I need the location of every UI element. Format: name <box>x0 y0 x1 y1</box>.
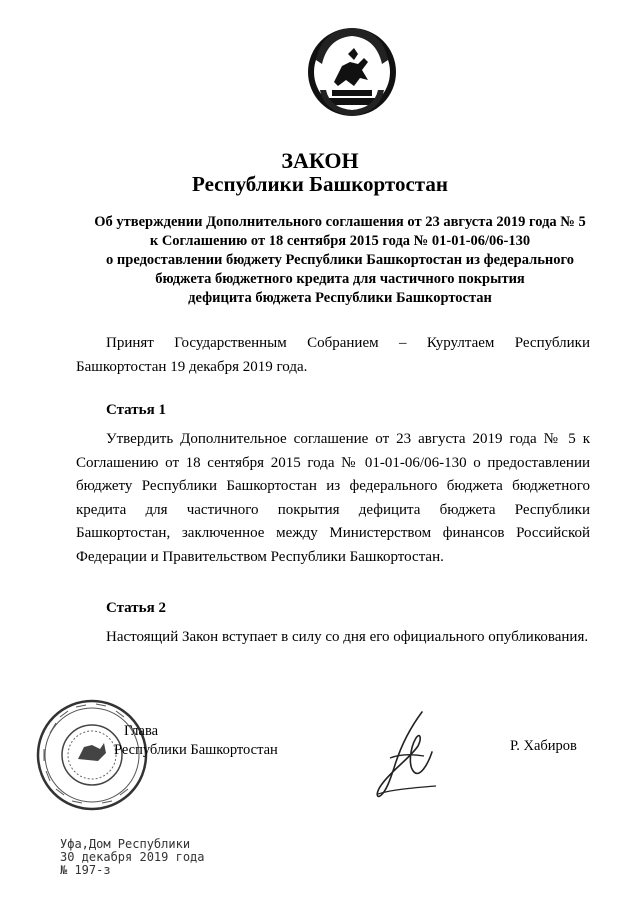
heading-line-1: Об утверждении Дополнительного соглашения от 23 августа 2019 года № 5 <box>94 214 586 230</box>
signatory-name: Р. Хабиров <box>510 738 577 754</box>
article-2-body <box>76 626 590 650</box>
article-2-text: Настоящий Закон вступает в силу со дня его официального опубликования. <box>106 629 589 645</box>
document-title: ЗАКОН <box>281 148 359 173</box>
signatory-title-line-2: Республики Башкортостан <box>114 742 278 758</box>
registration-number: № 197-з <box>60 863 111 877</box>
heading-line-2: к Соглашению от 18 сентября 2015 года № 01-01-06/06-130 <box>149 233 531 249</box>
document-subtitle: Республики Башкортостан <box>192 172 448 196</box>
adoption-paragraph <box>76 332 590 379</box>
article-2-title: Статья 2 <box>106 600 166 616</box>
signatory-title <box>114 722 278 760</box>
signatory-title-line-1: Глава <box>124 723 159 739</box>
article-1-title: Статья 1 <box>106 402 166 418</box>
heading-line-5: дефицита бюджета Республики Башкортостан <box>188 290 492 306</box>
registration-info <box>60 838 205 877</box>
coat-of-arms-icon <box>302 20 402 126</box>
heading-line-4: бюджета бюджетного кредита для частичного покрытия <box>155 271 525 287</box>
heading-line-3: о предоставлении бюджету Республики Башкортостан из федерального <box>106 252 574 268</box>
registration-place: Уфа,Дом Республики <box>60 837 191 851</box>
article-1-body <box>76 428 590 569</box>
registration-date: 30 декабря 2019 года <box>60 850 205 864</box>
handwritten-signature-icon <box>370 708 442 800</box>
article-1-text: Утвердить Дополнительное соглашение от 23 августа 2019 года № 5 к Соглашению от 18 сентября 2015 года № 01-01-06/06-130 о предоставлении бюджету Республики Башкортостан из федерального бюджета бюджетного кредита для частичного покрытия дефицита бюджета Республики Башкортостан, заключенное между Министерством финансов Российской Федерации и Правительством Республики Башкортостан. <box>76 431 590 565</box>
adoption-text: Принят Государственным Собранием – Курултаем Республики Башкортостан 19 декабря 2019 года. <box>76 335 590 375</box>
